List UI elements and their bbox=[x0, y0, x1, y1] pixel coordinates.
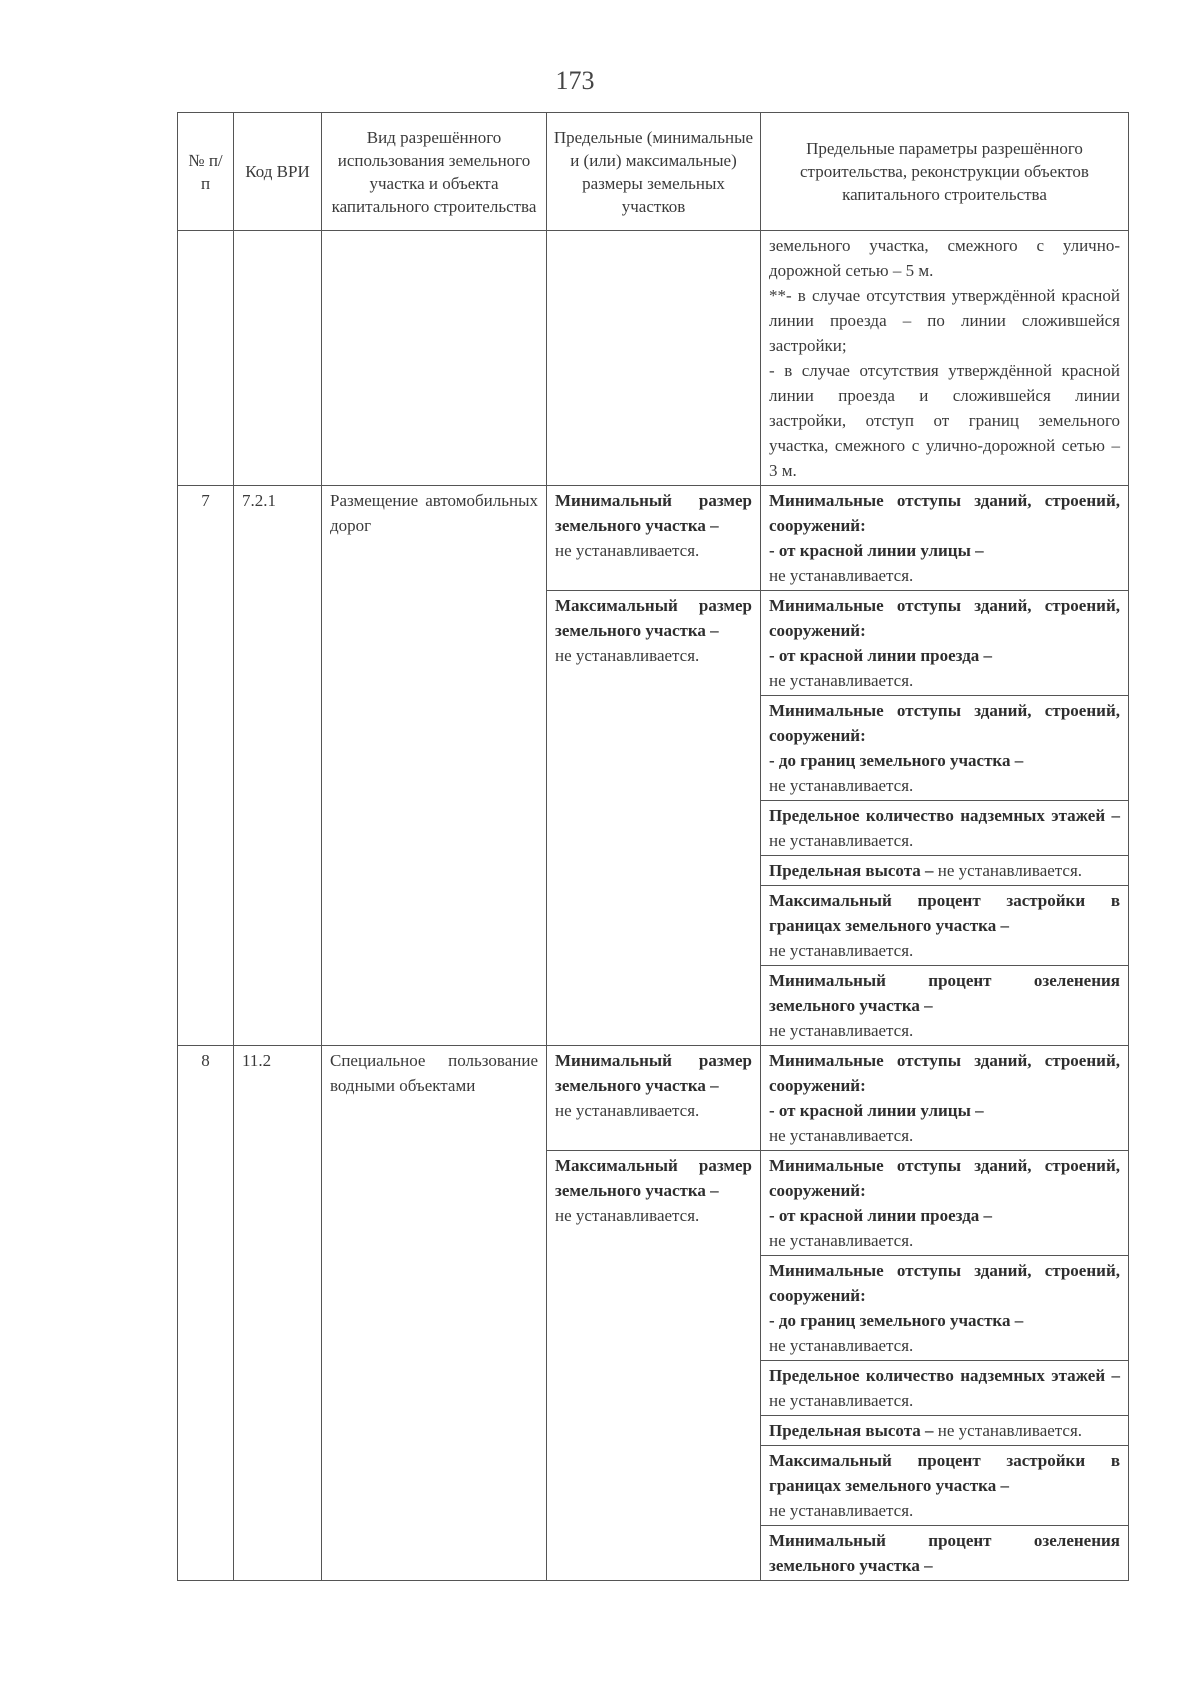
max-size-label: Максимальный размер земельного участка – bbox=[555, 1156, 752, 1200]
param-cell bbox=[761, 1046, 1129, 1151]
param-cell bbox=[761, 886, 1129, 966]
header-use: Вид разрешённого использования земельного участка и объекта капитального строительства bbox=[322, 113, 547, 231]
param-value: не устанавливается. bbox=[937, 1421, 1083, 1440]
param-cell bbox=[761, 801, 1129, 856]
continuation-line: **- в случае отсутствия утверждённой красной линии проезда – по линии сложившейся застройки; bbox=[769, 286, 1120, 355]
param-value: не устанавливается. bbox=[937, 861, 1083, 880]
param-label: Минимальные отступы зданий, строений, сооружений: bbox=[769, 596, 1120, 640]
param-label: Минимальный процент озеленения земельного участка – bbox=[769, 1531, 1120, 1575]
param-label: Минимальные отступы зданий, строений, сооружений: bbox=[769, 491, 1120, 535]
param-label: Минимальные отступы зданий, строений, сооружений: bbox=[769, 1156, 1120, 1200]
min-size-label: Минимальный размер земельного участка – bbox=[555, 1051, 752, 1095]
row-use: Размещение автомобильных дорог bbox=[322, 486, 547, 1046]
param-sublabel: - до границ земельного участка – bbox=[769, 1311, 1024, 1330]
land-use-table bbox=[177, 112, 1129, 1581]
param-value: не устанавливается. bbox=[769, 1231, 914, 1250]
header-params: Предельные параметры разрешённого строительства, реконструкции объектов капитального строительства bbox=[761, 113, 1129, 231]
param-label: Предельное количество надземных этажей – bbox=[769, 806, 1120, 825]
param-label: Предельная высота – bbox=[769, 1421, 934, 1440]
param-sublabel: - от красной линии проезда – bbox=[769, 1206, 993, 1225]
param-label: Предельное количество надземных этажей – bbox=[769, 1366, 1120, 1385]
param-cell bbox=[761, 1526, 1129, 1581]
continuation-line: - в случае отсутствия утверждённой красной линии проезда и сложившейся линии застройки, отступ от границ земельного участка, смежного с улично-дорожной сетью – 3 м. bbox=[769, 361, 1120, 480]
min-size-cell bbox=[547, 486, 761, 591]
max-size-cell bbox=[547, 591, 761, 1046]
param-value: не устанавливается. bbox=[769, 566, 914, 585]
param-cell bbox=[761, 1256, 1129, 1361]
param-value: не устанавливается. bbox=[769, 1021, 914, 1040]
row-num: 8 bbox=[178, 1046, 234, 1581]
param-cell bbox=[761, 591, 1129, 696]
row-code: 11.2 bbox=[234, 1046, 322, 1581]
max-size-cell bbox=[547, 1151, 761, 1581]
table-row bbox=[178, 1046, 1129, 1151]
header-code: Код ВРИ bbox=[234, 113, 322, 231]
param-label: Минимальный процент озеленения земельного участка – bbox=[769, 971, 1120, 1015]
page-number: 173 bbox=[555, 66, 595, 95]
max-size-value: не устанавливается. bbox=[555, 1206, 700, 1225]
param-value: не устанавливается. bbox=[769, 1126, 914, 1145]
param-value: не устанавливается. bbox=[769, 1336, 914, 1355]
continuation-row bbox=[178, 231, 1129, 486]
param-cell bbox=[761, 856, 1129, 886]
param-value: не устанавливается. bbox=[769, 1501, 914, 1520]
param-sublabel: - до границ земельного участка – bbox=[769, 751, 1024, 770]
row-code: 7.2.1 bbox=[234, 486, 322, 1046]
param-cell bbox=[761, 696, 1129, 801]
min-size-label: Минимальный размер земельного участка – bbox=[555, 491, 752, 535]
continuation-line: земельного участка, смежного с улично-дорожной сетью – 5 м. bbox=[769, 236, 1120, 280]
param-value: не устанавливается. bbox=[769, 776, 914, 795]
header-size: Предельные (минимальные и (или) максимальные) размеры земельных участков bbox=[547, 113, 761, 231]
min-size-value: не устанавливается. bbox=[555, 1101, 700, 1120]
empty-cell bbox=[178, 231, 234, 486]
max-size-label: Максимальный размер земельного участка – bbox=[555, 596, 752, 640]
param-cell bbox=[761, 1446, 1129, 1526]
min-size-cell bbox=[547, 1046, 761, 1151]
param-value: не устанавливается. bbox=[769, 831, 914, 850]
row-num: 7 bbox=[178, 486, 234, 1046]
param-cell bbox=[761, 1416, 1129, 1446]
param-sublabel: - от красной линии улицы – bbox=[769, 541, 984, 560]
param-label: Максимальный процент застройки в границах земельного участка – bbox=[769, 1451, 1120, 1495]
min-size-value: не устанавливается. bbox=[555, 541, 700, 560]
table-row bbox=[178, 486, 1129, 591]
param-label: Минимальные отступы зданий, строений, сооружений: bbox=[769, 701, 1120, 745]
param-value: не устанавливается. bbox=[769, 671, 914, 690]
param-sublabel: - от красной линии улицы – bbox=[769, 1101, 984, 1120]
continuation-params bbox=[761, 231, 1129, 486]
empty-cell bbox=[547, 231, 761, 486]
param-value: не устанавливается. bbox=[769, 1391, 914, 1410]
param-sublabel: - от красной линии проезда – bbox=[769, 646, 993, 665]
header-num: № п/п bbox=[178, 113, 234, 231]
param-cell bbox=[761, 486, 1129, 591]
param-label: Минимальные отступы зданий, строений, сооружений: bbox=[769, 1261, 1120, 1305]
param-value: не устанавливается. bbox=[769, 941, 914, 960]
param-label: Минимальные отступы зданий, строений, сооружений: bbox=[769, 1051, 1120, 1095]
param-cell bbox=[761, 1361, 1129, 1416]
row-use: Специальное пользование водными объектами bbox=[322, 1046, 547, 1581]
param-label: Максимальный процент застройки в границах земельного участка – bbox=[769, 891, 1120, 935]
empty-cell bbox=[322, 231, 547, 486]
table-header-row bbox=[178, 113, 1129, 231]
empty-cell bbox=[234, 231, 322, 486]
param-cell bbox=[761, 966, 1129, 1046]
param-label: Предельная высота – bbox=[769, 861, 934, 880]
param-cell bbox=[761, 1151, 1129, 1256]
max-size-value: не устанавливается. bbox=[555, 646, 700, 665]
